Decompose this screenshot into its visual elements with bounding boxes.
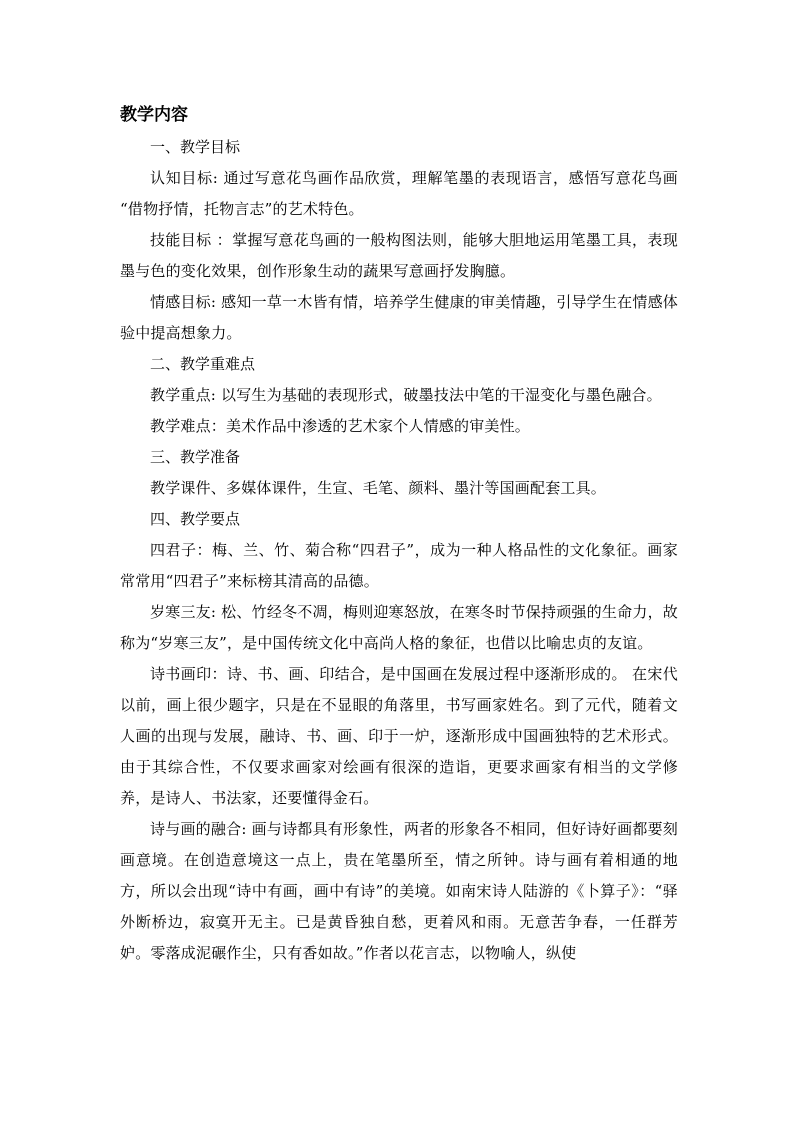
paragraph-cognitive-goal: 认知目标: 通过写意花鸟画作品欣赏，理解笔墨的表现语言，感悟写意花鸟画 “借物抒情，托物言志”的艺术特色。 (120, 169, 678, 218)
document-title: 教学内容 (120, 105, 188, 125)
paragraph-difficulty: 教学难点：美术作品中渗透的艺术家个人情感的审美性。 (150, 417, 531, 435)
paragraph-skill-goal: 技能目标 ：掌握写意花鸟画的一般构图法则，能够大胆地运用笔墨工具，表现墨与色的变化效果，创作形象生动的蔬果写意画抒发胸臆。 (120, 231, 678, 280)
section-heading-key-points: 二、教学重难点 (150, 355, 256, 373)
paragraph-preparation: 教学课件、多媒体课件，生宣、毛笔、颜料、墨汁等国画配套工具。 (150, 479, 607, 497)
paragraph-emotion-goal: 情感目标: 感知一草一木皆有情，培养学生健康的审美情趣，引导学生在情感体验中提高想象力。 (120, 293, 678, 342)
paragraph-poem-painting-seal: 诗书画印：诗、书、画、印结合，是中国画在发展过程中逐渐形成的。 在宋代以前，画上很少题字，只是在不显眼的角落里，书写画家姓名。到了元代，随着文人画的出现与发展，融诗、书、画、印于一炉，逐渐形成中国画独特的艺术形式。由于其综合性，不仅要求画家对绘画有很深的造诣，更要求画家有相当的文学修养，是诗人、书法家，还要懂得金石。 (120, 665, 678, 807)
section-heading-teaching-points: 四、教学要点 (150, 510, 241, 528)
paragraph-three-friends: 岁寒三友: 松、竹经冬不凋，梅则迎寒怒放，在寒冬时节保持顽强的生命力，故称为“岁寒三友”，是中国传统文化中高尚人格的象征，也借以比喻忠贞的友谊。 (120, 603, 678, 652)
paragraph-key-point: 教学重点: 以写生为基础的表现形式，破墨技法中笔的干湿变化与墨色融合。 (150, 386, 662, 404)
section-heading-goals: 一、教学目标 (150, 138, 241, 156)
section-heading-preparation: 三、教学准备 (150, 448, 241, 466)
paragraph-four-gentlemen: 四君子：梅、兰、竹、菊合称“四君子”，成为一种人格品性的文化象征。画家常常用“四君子”来标榜其清高的品德。 (120, 541, 678, 590)
document-page (120, 100, 678, 969)
paragraph-poem-and-painting: 诗与画的融合: 画与诗都具有形象性，两者的形象各不相同，但好诗好画都要刻画意境。在创造意境这一点上，贵在笔墨所至，情之所钟。诗与画有着相通的地方，所以会出现“诗中有画，画中有诗”的美境。如南宋诗人陆游的《卜算子》：“驿外断桥边，寂寞开无主。已是黄昏独自愁，更着风和雨。无意苦争春，一任群芳妒。零落成泥碾作尘，只有香如故。”作者以花言志，以物喻人，纵使 (120, 820, 678, 962)
